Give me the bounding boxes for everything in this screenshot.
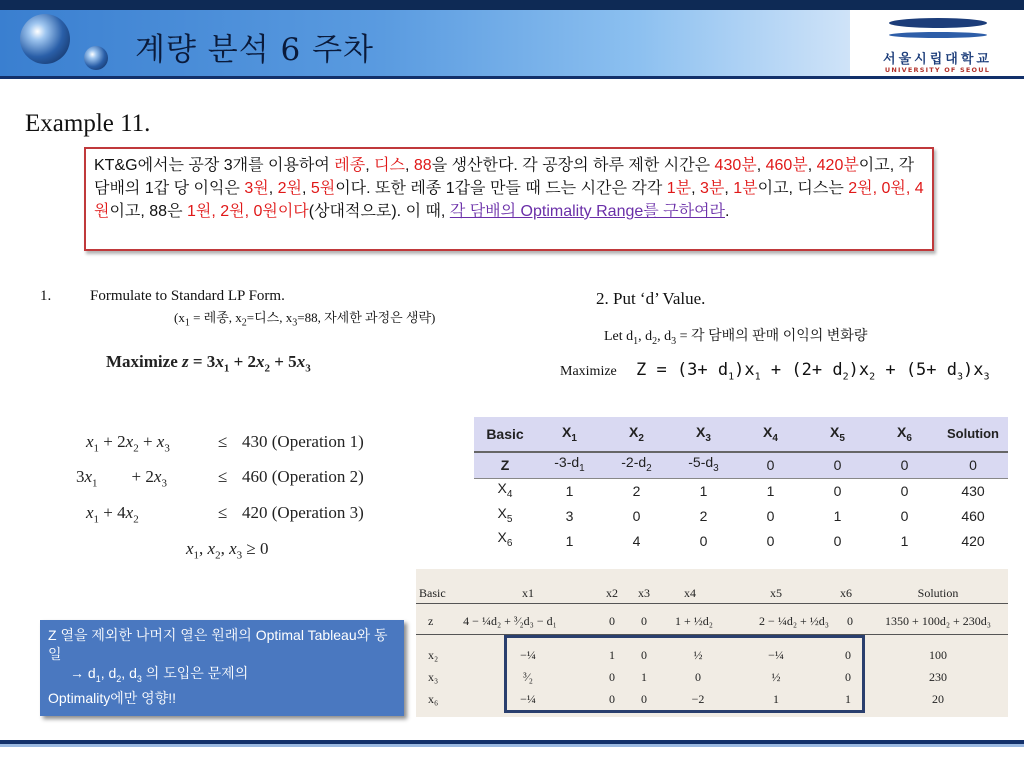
optimal-z-cell: 0 bbox=[609, 614, 615, 628]
tableau-z-text: 0 bbox=[833, 457, 842, 474]
let-sub: 1 bbox=[633, 335, 639, 347]
optimal-cell: x₆ bbox=[428, 692, 439, 706]
constraint-text: 3 bbox=[76, 467, 85, 486]
optimal-cell: 0 bbox=[641, 692, 647, 706]
let-text: Let d bbox=[604, 329, 634, 344]
table-cell-text: 2 bbox=[632, 483, 641, 500]
constraint-text: + 2 bbox=[99, 432, 126, 451]
constraint-lhs bbox=[76, 467, 167, 489]
optimal-cell: 1 bbox=[773, 692, 779, 706]
tableau-z-text: 0 bbox=[900, 457, 909, 474]
table-cell-text: 0 bbox=[699, 532, 708, 549]
step1-note-text: =디스, x bbox=[246, 310, 293, 325]
optimal-z-cell: 1 + ½d₂ bbox=[675, 614, 713, 628]
table-cell bbox=[670, 478, 737, 503]
constraint-lhs bbox=[86, 432, 170, 454]
step2-heading: 2. Put ‘d’ Value. bbox=[596, 289, 706, 308]
example-title: Example 11. bbox=[25, 110, 151, 137]
let-sub: 2 bbox=[652, 335, 658, 347]
objective-var: x bbox=[256, 352, 265, 371]
optimal-header-cell: x1 bbox=[522, 586, 534, 600]
globe-small-icon bbox=[84, 46, 108, 70]
tableau-header-sub: 2 bbox=[638, 432, 644, 444]
maximize-text: + (2+ d bbox=[760, 360, 843, 380]
objective-sub: 1 bbox=[223, 362, 230, 375]
tableau-header-sub: 3 bbox=[705, 432, 711, 444]
objective-var: z bbox=[182, 352, 189, 371]
maximize-text: )x bbox=[963, 360, 984, 380]
constraint-text: + 2 bbox=[97, 467, 154, 486]
step1-note bbox=[174, 307, 435, 329]
optimal-cell: ½ bbox=[771, 670, 781, 684]
nonneg-text: , bbox=[199, 539, 208, 558]
optimal-cell: 0 bbox=[609, 692, 615, 706]
tableau-header-sub: 6 bbox=[906, 432, 912, 444]
table-cell-text: 0 bbox=[632, 507, 641, 524]
tableau-header-sub: 1 bbox=[571, 432, 577, 444]
table-cell-text: 1 bbox=[699, 483, 708, 500]
objective-text: Maximize bbox=[106, 352, 182, 371]
nonneg-var: x bbox=[207, 539, 216, 558]
top-bar bbox=[0, 0, 1024, 10]
note-sub: 3 bbox=[136, 673, 142, 684]
optimal-z-cell: 2 − ¼d₂ + ½d₃ bbox=[759, 614, 829, 628]
problem-normal-text: 을 생산한다. 각 공장의 하루 제한 시간은 bbox=[431, 157, 715, 174]
constraint-rhs: 430 (Operation 1) bbox=[242, 432, 364, 451]
step1-note-text: = 레종, x bbox=[189, 310, 242, 325]
tableau-z-sub: 1 bbox=[579, 462, 585, 474]
table-cell bbox=[871, 478, 938, 503]
problem-red-text: 2원 bbox=[277, 180, 302, 197]
step1-note-text: =88, 자세한 과정은 생략) bbox=[297, 310, 436, 325]
constraint-sub: 2 bbox=[133, 442, 139, 455]
table-cell bbox=[670, 528, 737, 553]
tableau-z-text: Z bbox=[500, 457, 510, 474]
optimal-z-cell: 4 − ¼d₂ + ³⁄₂d₃ − d₁ bbox=[463, 614, 557, 628]
problem-red-text: 디스 bbox=[374, 157, 405, 174]
table-cell-text: 0 bbox=[900, 507, 909, 524]
problem-box bbox=[84, 147, 934, 251]
tableau-header-cell bbox=[670, 417, 737, 452]
tableau-header-cell bbox=[536, 417, 603, 452]
table-cell-text: X bbox=[497, 479, 507, 496]
optimal-cell: 0 bbox=[695, 670, 701, 684]
problem-normal-text: , bbox=[405, 157, 414, 174]
tableau-header-text: X bbox=[696, 424, 706, 441]
tableau-z-sub: 2 bbox=[646, 462, 652, 474]
table-cell bbox=[871, 504, 938, 529]
optimal-header-cell: x4 bbox=[684, 586, 696, 600]
constraint-rhs: 420 (Operation 3) bbox=[242, 503, 364, 522]
table-cell-text: 1 bbox=[766, 483, 775, 500]
globe-large-icon bbox=[20, 14, 70, 64]
nonneg-var: x bbox=[229, 539, 237, 558]
table-cell-text: 0 bbox=[766, 532, 775, 549]
tableau-z-cell bbox=[536, 452, 603, 478]
let-text: , d bbox=[657, 329, 672, 344]
table-cell bbox=[804, 528, 871, 553]
table-cell bbox=[938, 528, 1008, 553]
constraint-sub: 3 bbox=[164, 442, 170, 455]
constraint-sub: 3 bbox=[161, 477, 167, 490]
step1-note-text: (x bbox=[174, 310, 185, 325]
constraint-relation: ≤ bbox=[218, 503, 228, 522]
constraint-sub: 1 bbox=[93, 513, 100, 526]
step2-maximize-expr bbox=[636, 360, 990, 382]
table-cell bbox=[603, 504, 670, 529]
tableau-header-text: X bbox=[763, 424, 773, 441]
table-cell-text: 1 bbox=[565, 532, 574, 549]
constraint-var: x bbox=[153, 467, 162, 486]
problem-normal-text: , bbox=[691, 180, 700, 197]
problem-red-text: 레종 bbox=[334, 157, 366, 174]
step1-number: 1. bbox=[40, 288, 52, 304]
nonneg-text: , bbox=[220, 539, 230, 558]
tableau-z-sub: 3 bbox=[713, 462, 719, 474]
step1-note-sub: 1 bbox=[184, 317, 190, 329]
note-text: , d bbox=[121, 665, 137, 681]
problem-red-text: 3분 bbox=[700, 180, 725, 197]
optimal-cell: 1 bbox=[845, 692, 851, 706]
optimal-cell: ³⁄₂ bbox=[523, 670, 533, 684]
table-cell-text: X bbox=[497, 529, 507, 546]
optimal-cell: −¼ bbox=[520, 692, 536, 706]
table-cell bbox=[474, 478, 536, 503]
maximize-sub: 1 bbox=[728, 371, 735, 383]
table-cell bbox=[737, 504, 804, 529]
maximize-text: )x bbox=[848, 360, 870, 380]
table-cell bbox=[474, 528, 536, 553]
optimal-header-cell: Solution bbox=[917, 586, 959, 600]
optimal-cell: x₃ bbox=[428, 670, 439, 684]
slide-header bbox=[0, 10, 850, 76]
maximize-sub: 3 bbox=[957, 371, 964, 383]
step1-heading: Formulate to Standard LP Form. bbox=[90, 288, 285, 304]
note-text: → d bbox=[70, 665, 96, 681]
objective-text: + 5 bbox=[270, 352, 297, 371]
optimal-cell: 0 bbox=[641, 648, 647, 662]
optimal-header-cell: x2 bbox=[606, 586, 618, 600]
tableau-header-text: X bbox=[562, 424, 572, 441]
note-text: 의 도입은 문제의 bbox=[141, 665, 249, 681]
problem-red-text: 1분 bbox=[666, 180, 692, 197]
tableau-header-cell bbox=[871, 417, 938, 452]
problem-red-text: 2원, 0원, 4원 bbox=[94, 180, 924, 220]
table-cell bbox=[938, 478, 1008, 503]
optimal-z-cell: z bbox=[428, 614, 434, 628]
objective-function bbox=[106, 352, 311, 374]
tableau-header-cell bbox=[804, 417, 871, 452]
problem-normal-text: , bbox=[268, 180, 278, 197]
step2-maximize-label: Maximize bbox=[560, 364, 617, 379]
problem-red-text: 430분 bbox=[714, 157, 757, 174]
optimal-cell: −¼ bbox=[520, 648, 536, 662]
tableau-z-cell bbox=[603, 452, 670, 478]
table-cell-text: 430 bbox=[961, 483, 985, 500]
constraint-var: x bbox=[125, 432, 134, 451]
problem-normal-text: 이고, 디스는 bbox=[757, 180, 849, 197]
optimal-cell: 0 bbox=[845, 670, 851, 684]
problem-red-text: 460분 bbox=[765, 157, 808, 174]
objective-text: = 3 bbox=[188, 352, 216, 371]
table-row bbox=[474, 478, 1008, 503]
note-line1: Z 열을 제외한 나머지 열은 원래의 Optimal Tableau와 동일 bbox=[48, 627, 388, 662]
table-cell bbox=[804, 504, 871, 529]
table-cell-sub: 5 bbox=[506, 513, 513, 525]
optimal-cell: x₂ bbox=[428, 648, 439, 662]
tableau-header-text: X bbox=[629, 424, 639, 441]
problem-red-text: 3원 bbox=[244, 180, 269, 197]
constraint-relation: ≤ bbox=[218, 432, 228, 451]
tableau-header-sub: 5 bbox=[839, 432, 845, 444]
optimal-header-cell: Basic bbox=[419, 586, 446, 600]
table-cell bbox=[737, 478, 804, 503]
logo-korean: 서울시립대학교 bbox=[883, 52, 992, 67]
problem-red-text: 1분 bbox=[733, 180, 758, 197]
problem-normal-text: KT&G에서는 공장 3개를 이용하여 bbox=[94, 157, 335, 174]
constraint-var: x bbox=[86, 432, 94, 451]
constraint-text: + bbox=[138, 432, 157, 451]
header-divider bbox=[0, 76, 1024, 79]
problem-normal-text: , bbox=[724, 180, 734, 197]
let-text: = 각 담배의 판매 이익의 변화량 bbox=[676, 329, 868, 344]
optimal-rule-line bbox=[416, 603, 1008, 604]
table-cell bbox=[536, 478, 603, 503]
tableau-z-cell bbox=[871, 452, 938, 478]
problem-red-text: 5원 bbox=[310, 180, 336, 197]
constraint-relation: ≤ bbox=[218, 467, 228, 486]
tableau-header-cell bbox=[737, 417, 804, 452]
optimal-cell: ½ bbox=[693, 648, 703, 662]
constraint-var: x bbox=[86, 503, 94, 522]
optimal-cell: 0 bbox=[845, 648, 851, 662]
constraint-var: x bbox=[84, 467, 93, 486]
optimal-cell: 1 bbox=[641, 670, 647, 684]
tableau-z-text: 0 bbox=[766, 457, 775, 474]
logo-english: UNIVERSITY OF SEOUL bbox=[884, 66, 991, 74]
constraint-sub: 1 bbox=[92, 477, 98, 490]
table-cell-sub: 4 bbox=[506, 488, 513, 500]
optimal-cell: 20 bbox=[932, 692, 944, 706]
tableau-z-row bbox=[474, 452, 1008, 478]
logo-arc-icon-2 bbox=[889, 32, 987, 38]
tableau-header-text: Solution bbox=[947, 426, 999, 441]
constraint-sub: 1 bbox=[93, 442, 100, 455]
step1-note-sub: 2 bbox=[241, 317, 247, 329]
constraint-var: x bbox=[125, 503, 134, 522]
nonneg-sub: 2 bbox=[215, 549, 221, 562]
problem-normal-text: , bbox=[301, 180, 311, 197]
step1-note-sub: 3 bbox=[292, 317, 298, 329]
optimal-cell: 0 bbox=[609, 670, 615, 684]
problem-normal-text: 이고, 88은 bbox=[109, 203, 187, 220]
nonneg-sub: 3 bbox=[236, 549, 243, 562]
step2-let bbox=[604, 325, 867, 347]
tableau-z-text: -5-d bbox=[688, 454, 714, 470]
tableau-z-cell bbox=[938, 452, 1008, 478]
maximize-sub: 3 bbox=[983, 371, 990, 383]
note-sub: 1 bbox=[95, 673, 101, 684]
table-cell bbox=[670, 504, 737, 529]
table-cell-text: 0 bbox=[900, 483, 909, 500]
optimal-z-cell: 1350 + 100d₂ + 230d₃ bbox=[885, 614, 991, 628]
table-cell-text: 1 bbox=[900, 532, 909, 549]
optimal-z-cell: 0 bbox=[641, 614, 647, 628]
maximize-sub: 2 bbox=[869, 371, 876, 383]
tableau-z-cell bbox=[670, 452, 737, 478]
objective-var: x bbox=[215, 352, 224, 371]
problem-normal-text: 이고, 각 담배의 1갑 당 이익은 bbox=[94, 157, 919, 197]
table-cell-sub: 6 bbox=[506, 538, 513, 550]
optimal-cell: 1 bbox=[609, 648, 615, 662]
tableau-header-text: X bbox=[830, 424, 840, 441]
table-cell bbox=[871, 528, 938, 553]
table-cell-text: 0 bbox=[833, 483, 842, 500]
table-row bbox=[474, 504, 1008, 529]
table-cell bbox=[603, 528, 670, 553]
optimal-cell: −¼ bbox=[768, 648, 784, 662]
constraint-rhs: 460 (Operation 2) bbox=[242, 467, 364, 486]
tableau-z-text: -3-d bbox=[554, 454, 580, 470]
objective-sub: 3 bbox=[305, 362, 311, 375]
tableau-z-cell bbox=[737, 452, 804, 478]
problem-red-text: 88 bbox=[413, 157, 432, 174]
optimal-header-cell: x6 bbox=[840, 586, 852, 600]
tableau-header-cell bbox=[474, 417, 536, 452]
tableau-header-cell bbox=[603, 417, 670, 452]
objective-text: + 2 bbox=[229, 352, 256, 371]
table-cell bbox=[938, 504, 1008, 529]
constraint-sub: 2 bbox=[133, 513, 139, 526]
problem-link-text: 각 담배의 Optimality Range를 구하여라 bbox=[449, 203, 725, 220]
footer-bar-light bbox=[0, 744, 1024, 747]
table-cell-text: 0 bbox=[766, 507, 775, 524]
table-cell bbox=[737, 528, 804, 553]
nonneg-var: x bbox=[186, 539, 194, 558]
table-cell-text: X bbox=[497, 504, 507, 521]
table-cell-text: 1 bbox=[833, 507, 842, 524]
optimal-cell: −2 bbox=[691, 692, 705, 706]
constraint-lhs bbox=[86, 503, 139, 525]
constraint-var: x bbox=[156, 432, 165, 451]
maximize-text: Z = (3+ d bbox=[636, 360, 729, 380]
tableau-z-cell bbox=[804, 452, 871, 478]
table-cell-text: 460 bbox=[961, 507, 985, 524]
highlight-box bbox=[504, 635, 865, 713]
table-cell-text: 4 bbox=[632, 532, 641, 549]
maximize-sub: 2 bbox=[842, 371, 849, 383]
tableau-z-text: -2-d bbox=[621, 454, 647, 470]
tableau-header-text: Basic bbox=[486, 426, 524, 442]
nonnegativity bbox=[186, 539, 268, 561]
optimal-cell: 100 bbox=[929, 648, 947, 662]
table-cell bbox=[804, 478, 871, 503]
note-line2 bbox=[48, 664, 396, 689]
tableau-header-text: X bbox=[897, 424, 907, 441]
problem-normal-text: (상대적으로). 이 때, bbox=[308, 203, 450, 220]
problem-normal-text: , bbox=[756, 157, 766, 174]
table-cell-text: 0 bbox=[833, 532, 842, 549]
problem-normal-text: , bbox=[807, 157, 817, 174]
tableau-z-text: 0 bbox=[969, 457, 977, 474]
note-sub: 2 bbox=[116, 673, 122, 684]
maximize-sub: 1 bbox=[754, 371, 761, 383]
nonneg-sub: 1 bbox=[193, 549, 200, 562]
table-cell-text: 420 bbox=[961, 532, 985, 549]
note-text: , d bbox=[100, 665, 117, 681]
table-cell bbox=[536, 504, 603, 529]
let-sub: 3 bbox=[671, 335, 677, 347]
table-row bbox=[474, 528, 1008, 553]
note-line3: Optimality에만 영향!! bbox=[48, 689, 176, 706]
objective-var: x bbox=[296, 352, 306, 371]
table-cell bbox=[603, 478, 670, 503]
maximize-text: )x bbox=[734, 360, 755, 380]
constraint-text: + 4 bbox=[99, 503, 126, 522]
initial-tableau bbox=[474, 417, 1008, 553]
objective-sub: 2 bbox=[264, 362, 270, 375]
tableau-header-sub: 4 bbox=[772, 432, 778, 444]
problem-normal-text: , bbox=[365, 157, 375, 174]
problem-normal-text: 이다. 또한 레종 1갑을 만들 때 드는 시간은 각각 bbox=[335, 180, 667, 197]
problem-normal-text: . bbox=[725, 203, 730, 220]
tableau-z-cell bbox=[474, 452, 536, 478]
optimal-header-cell: x3 bbox=[638, 586, 650, 600]
problem-red-text: 1원, 2원, 0원이다 bbox=[186, 203, 309, 220]
optimal-z-cell: 0 bbox=[847, 614, 853, 628]
logo-arc-icon bbox=[889, 18, 987, 28]
maximize-text: + (5+ d bbox=[875, 360, 957, 380]
optimal-header-cell: x5 bbox=[770, 586, 782, 600]
nonneg-text: ≥ 0 bbox=[242, 539, 269, 558]
tableau-header-cell bbox=[938, 417, 1008, 452]
problem-red-text: 420분 bbox=[816, 157, 859, 174]
table-cell-text: 2 bbox=[699, 507, 708, 524]
university-logo bbox=[855, 12, 1020, 74]
optimal-cell: 230 bbox=[929, 670, 947, 684]
slide-title: 계량 분석 6 주차 bbox=[135, 32, 374, 68]
table-cell-text: 3 bbox=[565, 507, 574, 524]
table-cell-text: 1 bbox=[565, 483, 574, 500]
let-text: , d bbox=[638, 329, 653, 344]
table-cell bbox=[536, 528, 603, 553]
note-box bbox=[40, 620, 404, 716]
table-cell bbox=[474, 504, 536, 529]
